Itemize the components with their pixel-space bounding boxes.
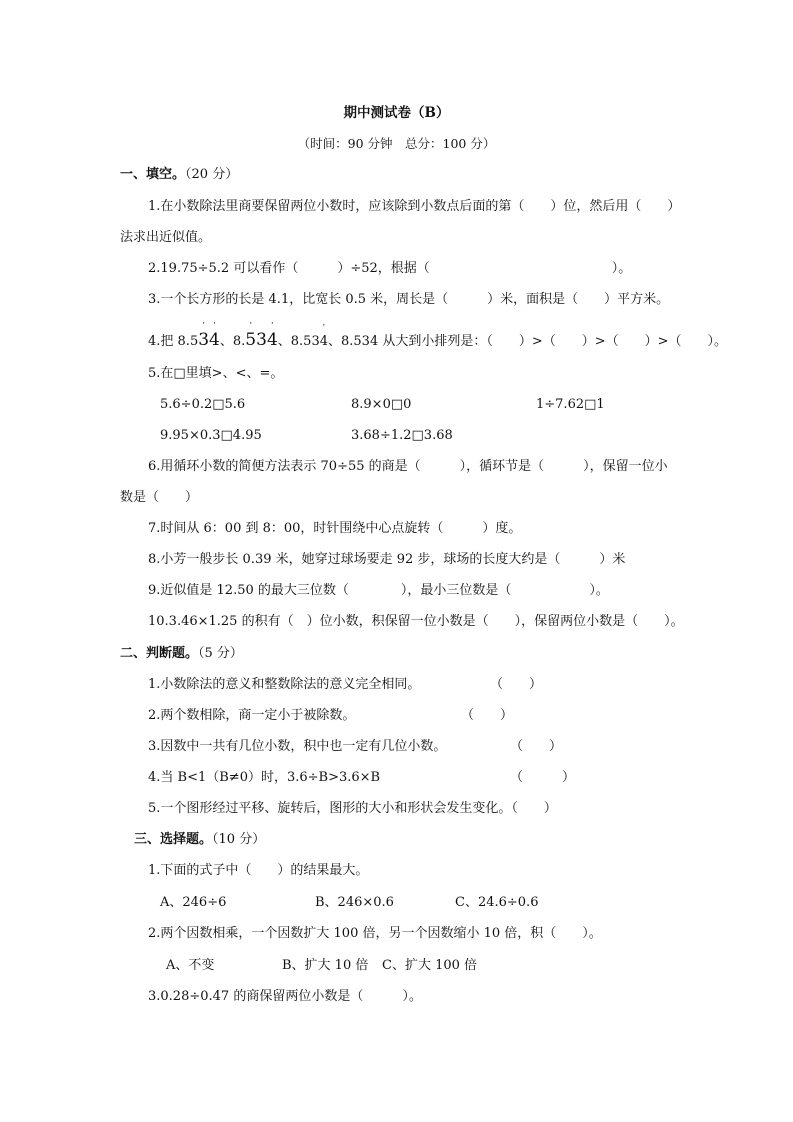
compare-item: 1÷7.62□1 — [536, 397, 605, 412]
question-fill-1-line2: 法求出近似值。 — [120, 230, 212, 245]
choice-option: B、扩大 10 倍 — [282, 958, 369, 973]
choice-option: B、246×0.6 — [315, 895, 394, 910]
choice-question-3: 3.0.28÷0.47 的商保留两位小数是（ ）。 — [148, 989, 422, 1004]
compare-item: 3.68÷1.2□3.68 — [351, 428, 453, 443]
question-fill-1-line1: 1.在小数除法里商要保留两位小数时，应该除到小数点后面的第（ ）位，然后用（ ） — [148, 199, 681, 214]
section-judge-heading — [120, 645, 243, 663]
choice-question-2: 2.两个因数相乘，一个因数扩大 100 倍，另一个因数缩小 10 倍，积（ ）。 — [148, 926, 602, 941]
q4-part4: 、8.534 从大到小排列是：（ ）>（ ）>（ ）>（ ）。 — [328, 334, 728, 349]
question-fill-6-line1: 6.用循环小数的简便方法表示 70÷55 的商是（ ），循环节是（ ），保留一位小 — [148, 459, 668, 474]
section-choice-heading — [134, 831, 265, 849]
compare-item: 8.9×0□0 — [351, 397, 412, 412]
judge-answer-paren: （ ） — [490, 677, 543, 692]
question-fill-8: 8.小芳一般步长 0.39 米，她穿过球场要走 92 步，球场的长度大约是（ ）米 — [148, 552, 626, 567]
compare-item: 5.6÷0.2□5.6 — [160, 397, 246, 412]
choice-option: C、扩大 100 倍 — [382, 958, 478, 973]
q4-part3: 、8.53 — [277, 334, 320, 349]
q4-repeating-digit: ˙ 3 — [198, 331, 209, 349]
judge-item-1: 1.小数除法的意义和整数除法的意义完全相同。 — [148, 677, 421, 692]
judge-item-2: 2.两个数相除，商一定小于被除数。 — [148, 708, 356, 723]
q4-repeating-digit: ˙ 4 — [267, 331, 278, 349]
choice-option: C、24.6÷0.6 — [455, 895, 539, 910]
question-fill-7: 7.时间从 6：00 到 8：00，时针围绕中心点旋转（ ）度。 — [148, 521, 522, 536]
compare-item: 9.95×0.3□4.95 — [160, 428, 262, 443]
choice-option: A、不变 — [166, 958, 215, 973]
q4-part1: 4.把 8.5 — [148, 334, 199, 349]
q4-repeating-digit: ˙ 5 — [245, 331, 256, 349]
section-judge-title: 二、判断题。 — [120, 646, 199, 661]
judge-answer-paren: （ ） — [510, 739, 563, 754]
question-fill-5: 5.在□里填>、<、=。 — [148, 366, 284, 381]
choice-question-1: 1.下面的式子中（ ）的结果最大。 — [148, 863, 369, 878]
question-fill-9: 9.近似值是 12.50 的最大三位数（ ），最小三位数是（ ）。 — [148, 583, 609, 598]
page-title: 期中测试卷（B） — [343, 105, 450, 121]
judge-answer-paren: （ ） — [510, 770, 576, 785]
choice-option: A、246÷6 — [160, 895, 227, 910]
judge-item-4: 4.当 B<1（B≠0）时，3.6÷B>3.6×B — [148, 770, 381, 785]
section-choice-score: （10 分） — [212, 832, 266, 847]
section-fill-score: （20 分） — [185, 167, 239, 182]
q4-repeating-digit: ˙ 4 — [209, 331, 220, 349]
judge-item-5 — [148, 800, 557, 818]
question-fill-2: 2.19.75÷5.2 可以看作（ ）÷52，根据（ ）。 — [148, 261, 632, 276]
q4-digit: 3 — [256, 330, 267, 350]
page-subtitle: （时间：90 分钟 总分：100 分） — [297, 136, 496, 151]
section-choice-title: 三、选择题。 — [134, 832, 213, 847]
section-fill-heading — [120, 166, 238, 184]
judge-answer-paren: （ ） — [511, 801, 557, 816]
question-fill-10: 10.3.46×1.25 的积有（ ）位小数，积保留一位小数是（ ），保留两位小数是（ ）。 — [148, 614, 684, 629]
judge-answer-paren: （ ） — [461, 708, 514, 723]
question-fill-3: 3.一个长方形的长是 4.1，比宽长 0.5 米，周长是（ ）米，面积是（ ）平方米。 — [148, 292, 670, 307]
judge-item-3: 3.因数中一共有几位小数，积中也一定有几位小数。 — [148, 739, 447, 754]
judge-item-5-text: 5.一个图形经过平移、旋转后，图形的大小和形状会发生变化。 — [148, 801, 512, 816]
q4-repeating-digit: ˙ 4 — [320, 333, 328, 351]
section-judge-score: （5 分） — [198, 646, 243, 661]
question-fill-6-line2: 数是（ ） — [120, 490, 199, 505]
q4-part2: 、8. — [219, 334, 246, 349]
question-fill-4 — [148, 331, 727, 351]
section-fill-title: 一、填空。 — [120, 167, 186, 182]
